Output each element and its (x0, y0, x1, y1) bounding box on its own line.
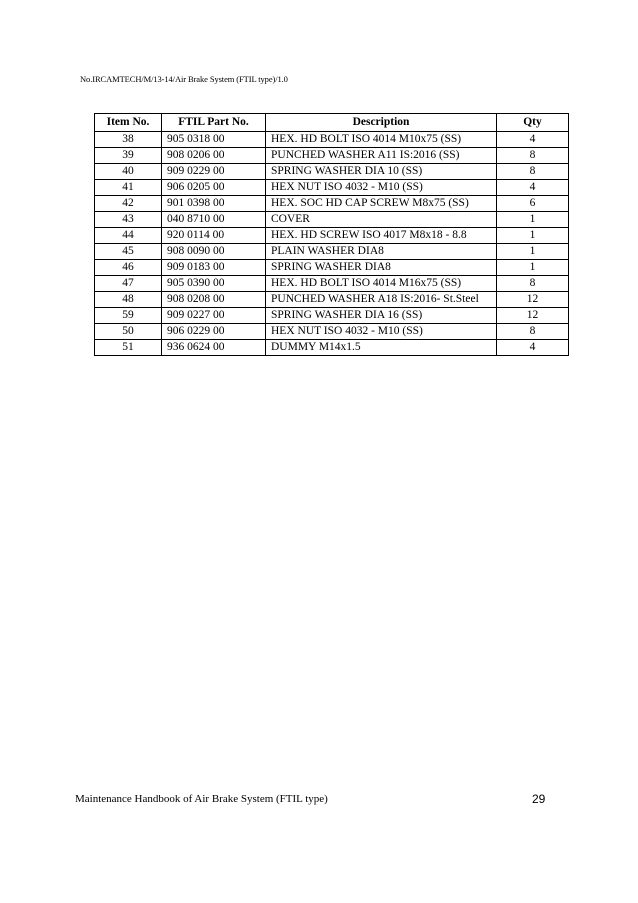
cell-qty: 12 (497, 292, 569, 308)
cell-part-no: 908 0206 00 (162, 148, 266, 164)
table-row (95, 132, 569, 148)
cell-description: HEX. SOC HD CAP SCREW M8x75 (SS) (266, 196, 497, 212)
cell-qty: 8 (497, 164, 569, 180)
table-row (95, 260, 569, 276)
cell-item-no: 46 (95, 260, 162, 276)
cell-item-no: 47 (95, 276, 162, 292)
cell-qty: 6 (497, 196, 569, 212)
table-row (95, 324, 569, 340)
cell-description: DUMMY M14x1.5 (266, 340, 497, 356)
table-row (95, 212, 569, 228)
column-header-qty: Qty (497, 114, 569, 132)
cell-description: SPRING WASHER DIA 16 (SS) (266, 308, 497, 324)
cell-qty: 1 (497, 260, 569, 276)
table-row (95, 308, 569, 324)
cell-item-no: 43 (95, 212, 162, 228)
cell-description: PLAIN WASHER DIA8 (266, 244, 497, 260)
cell-qty: 1 (497, 228, 569, 244)
cell-description: HEX. HD SCREW ISO 4017 M8x18 - 8.8 (266, 228, 497, 244)
cell-description: HEX. HD BOLT ISO 4014 M16x75 (SS) (266, 276, 497, 292)
footer-title: Maintenance Handbook of Air Brake System (FTIL type) (75, 793, 328, 805)
parts-table-body (95, 132, 569, 356)
cell-item-no: 39 (95, 148, 162, 164)
cell-item-no: 40 (95, 164, 162, 180)
cell-part-no: 936 0624 00 (162, 340, 266, 356)
cell-description: HEX. HD BOLT ISO 4014 M10x75 (SS) (266, 132, 497, 148)
cell-description: SPRING WASHER DIA 10 (SS) (266, 164, 497, 180)
cell-part-no: 909 0227 00 (162, 308, 266, 324)
table-row (95, 196, 569, 212)
cell-qty: 12 (497, 308, 569, 324)
table-row (95, 180, 569, 196)
cell-qty: 4 (497, 180, 569, 196)
cell-item-no: 44 (95, 228, 162, 244)
column-header-part-no: FTIL Part No. (162, 114, 266, 132)
cell-description: HEX NUT ISO 4032 - M10 (SS) (266, 180, 497, 196)
cell-part-no: 906 0229 00 (162, 324, 266, 340)
cell-part-no: 908 0090 00 (162, 244, 266, 260)
table-row (95, 148, 569, 164)
cell-qty: 8 (497, 276, 569, 292)
cell-item-no: 59 (95, 308, 162, 324)
cell-item-no: 50 (95, 324, 162, 340)
cell-part-no: 906 0205 00 (162, 180, 266, 196)
cell-description: PUNCHED WASHER A11 IS:2016 (SS) (266, 148, 497, 164)
cell-qty: 1 (497, 244, 569, 260)
cell-part-no: 901 0398 00 (162, 196, 266, 212)
cell-qty: 8 (497, 324, 569, 340)
table-row (95, 244, 569, 260)
table-row (95, 276, 569, 292)
cell-qty: 8 (497, 148, 569, 164)
cell-part-no: 909 0229 00 (162, 164, 266, 180)
cell-item-no: 45 (95, 244, 162, 260)
column-header-description: Description (266, 114, 497, 132)
page-number: 29 (532, 792, 546, 806)
cell-item-no: 38 (95, 132, 162, 148)
table-row (95, 340, 569, 356)
cell-part-no: 920 0114 00 (162, 228, 266, 244)
cell-item-no: 41 (95, 180, 162, 196)
table-header-row (95, 114, 569, 132)
table-row (95, 164, 569, 180)
cell-description: SPRING WASHER DIA8 (266, 260, 497, 276)
cell-item-no: 48 (95, 292, 162, 308)
cell-part-no: 905 0390 00 (162, 276, 266, 292)
cell-part-no: 905 0318 00 (162, 132, 266, 148)
table-row (95, 228, 569, 244)
cell-qty: 4 (497, 340, 569, 356)
table-row (95, 292, 569, 308)
parts-table (94, 113, 569, 356)
cell-description: PUNCHED WASHER A18 IS:2016- St.Steel (266, 292, 497, 308)
cell-part-no: 908 0208 00 (162, 292, 266, 308)
cell-item-no: 51 (95, 340, 162, 356)
cell-part-no: 040 8710 00 (162, 212, 266, 228)
cell-item-no: 42 (95, 196, 162, 212)
cell-qty: 4 (497, 132, 569, 148)
cell-description: COVER (266, 212, 497, 228)
cell-description: HEX NUT ISO 4032 - M10 (SS) (266, 324, 497, 340)
cell-qty: 1 (497, 212, 569, 228)
cell-part-no: 909 0183 00 (162, 260, 266, 276)
column-header-item-no: Item No. (95, 114, 162, 132)
document-reference: No.IRCAMTECH/M/13-14/Air Brake System (FTIL type)/1.0 (80, 74, 288, 84)
